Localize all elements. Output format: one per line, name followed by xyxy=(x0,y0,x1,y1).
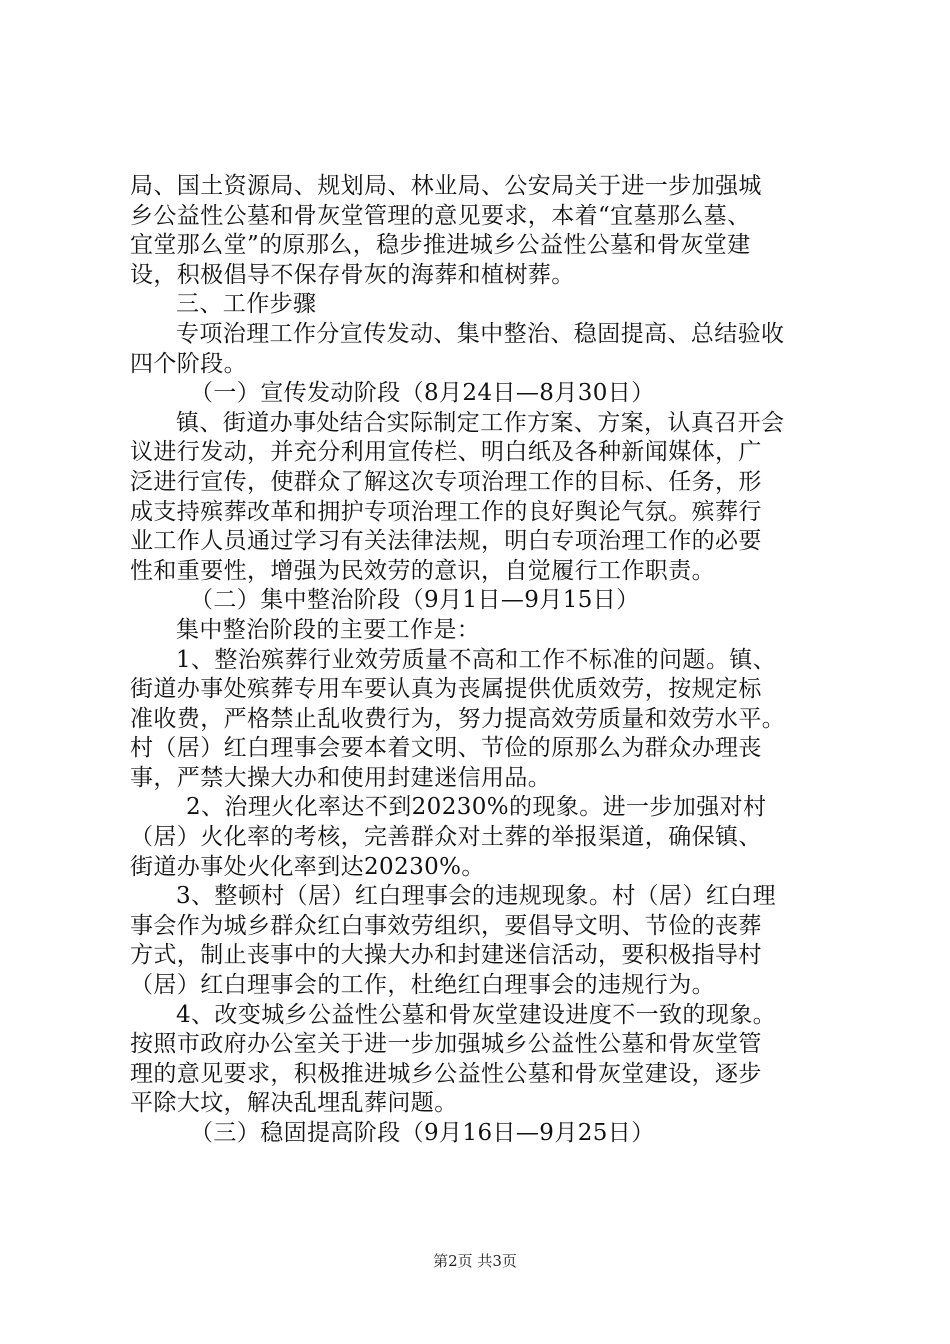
text-line: 理的意见要求，积极推进城乡公益性公墓和骨灰堂建设，逐步 xyxy=(130,1060,762,1087)
text-line: 村（居）红白理事会要本着文明、节俭的原那么为群众办理丧 xyxy=(130,735,762,762)
text-line: 专项治理工作分宣传发动、集中整治、稳固提高、总结验收 xyxy=(176,320,785,347)
stage-heading: （三）稳固提高阶段（9月16日—9月25日） xyxy=(190,1120,655,1146)
text-line: （居）火化率的考核，完善群众对土葬的举报渠道，确保镇、 xyxy=(130,824,762,851)
text-line: 局、国土资源局、规划局、林业局、公安局关于进一步加强城 xyxy=(130,173,762,199)
text-line: 事会作为城乡群众红白事效劳组织，要倡导文明、节俭的丧葬 xyxy=(130,912,762,939)
text-line: 宜堂那么堂”的原那么，稳步推进城乡公益性公墓和骨灰堂建 xyxy=(130,232,751,259)
text-line: 2、治理火化率达不到20230%的现象。进一步加强对村 xyxy=(186,794,767,821)
text-line: （居）红白理事会的工作，杜绝红白理事会的违规行为。 xyxy=(130,972,715,999)
text-line: 4、改变城乡公益性公墓和骨灰堂建设进度不一致的现象。 xyxy=(176,1001,777,1028)
text-line: 设，积极倡导不保存骨灰的海葬和植树葬。 xyxy=(130,261,575,288)
text-line: 1、整治殡葬行业效劳质量不高和工作不标准的问题。镇、 xyxy=(176,646,777,673)
text-line: 3、整顿村（居）红白理事会的违规现象。村（居）红白理 xyxy=(176,883,777,910)
text-line: 方式，制止丧事中的大操大办和封建迷信活动，要积极指导村 xyxy=(130,942,762,969)
text-line: 按照市政府办公室关于进一步加强城乡公益性公墓和骨灰堂管 xyxy=(130,1031,762,1058)
section-heading: 三、工作步骤 xyxy=(176,291,317,318)
stage-heading: （一）宣传发动阶段（8月24日—8月30日） xyxy=(190,380,655,407)
text-line: 议进行发动，并充分利用宣传栏、明白纸及各种新闻媒体，广 xyxy=(130,439,762,466)
text-line: 成支持殡葬改革和拥护专项治理工作的良好舆论气氛。殡葬行 xyxy=(130,498,762,525)
page-number: 第2页 共3页 xyxy=(433,1252,517,1270)
text-line: 平除大坟，解决乱埋乱葬问题。 xyxy=(130,1090,458,1117)
stage-heading: （二）集中整治阶段（9月1日—9月15日） xyxy=(190,587,640,614)
text-line: 事，严禁大操大办和使用封建迷信用品。 xyxy=(130,764,552,791)
text-line: 集中整治阶段的主要工作是： xyxy=(176,616,481,643)
document-body xyxy=(130,172,830,1149)
text-line: 准收费，严格禁止乱收费行为，努力提高效劳质量和效劳水平。 xyxy=(130,705,786,732)
text-line: 业工作人员通过学习有关法律法规，明白专项治理工作的必要 xyxy=(130,528,762,555)
text-line: 乡公益性公墓和骨灰堂管理的意见要求，本着“宜墓那么墓、 xyxy=(130,202,751,229)
text-line: 镇、街道办事处结合实际制定工作方案、方案，认真召开会 xyxy=(176,409,785,436)
text-line: 泛进行宣传，使群众了解这次专项治理工作的目标、任务，形 xyxy=(130,468,762,495)
text-line: 四个阶段。 xyxy=(130,350,247,377)
text-line: 性和重要性，增强为民效劳的意识，自觉履行工作职责。 xyxy=(130,557,715,584)
text-line: 街道办事处火化率到达20230%。 xyxy=(130,853,485,880)
text-line: 街道办事处殡葬专用车要认真为丧属提供优质效劳，按规定标 xyxy=(130,676,762,703)
